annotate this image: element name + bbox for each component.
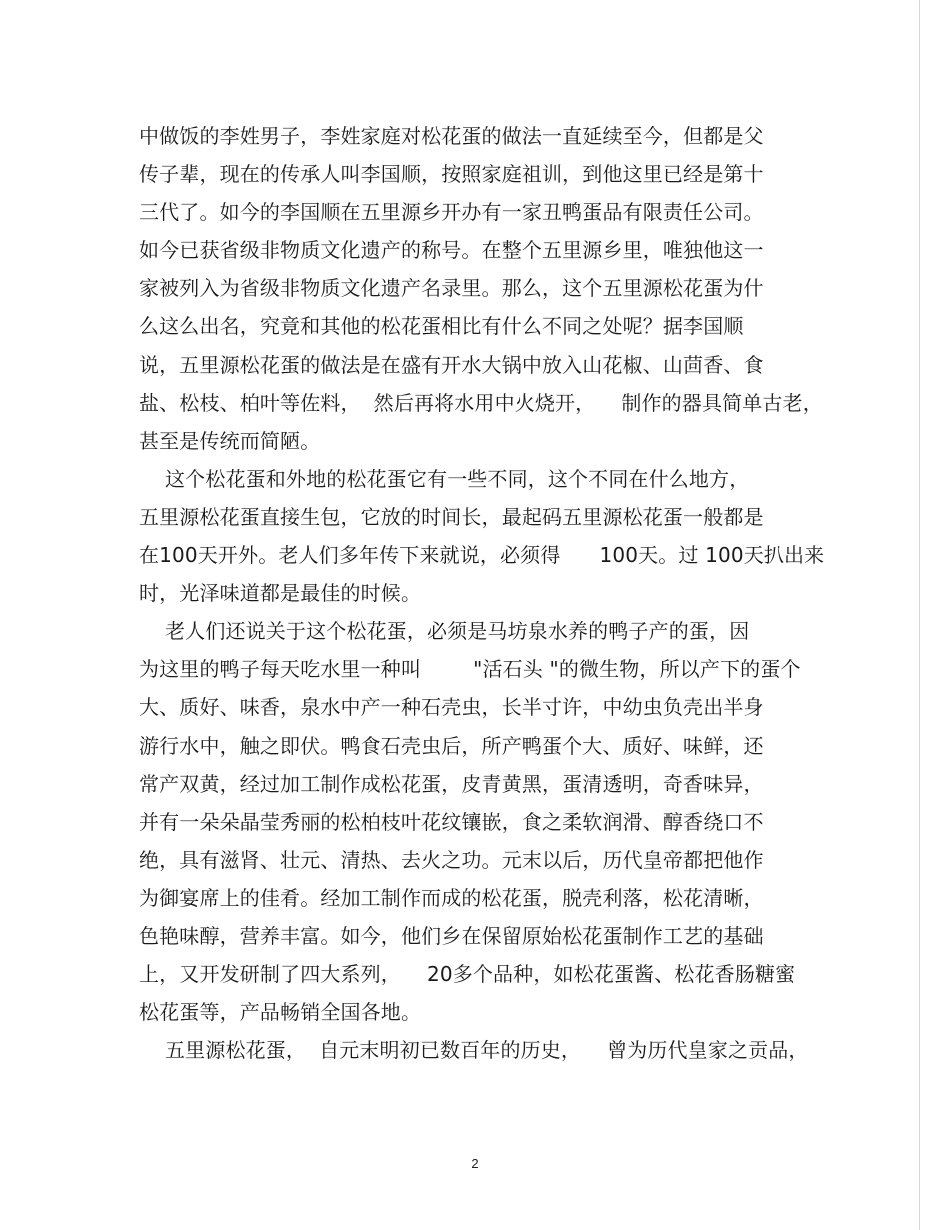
text-line: 老人们还说关于这个松花蛋，必须是马坊泉水养的鸭子产的蛋，因 [139,619,750,644]
text-line: 绝，具有滋肾、壮元、清热、去火之功。元末以后，历代皇帝都把他作 [139,847,764,872]
body-text [139,117,825,1069]
text-line: 松花蛋等，产品畅销全国各地。 [139,1000,422,1025]
text-line: 甚至是传统而简陋。 [139,428,321,453]
text-line: 在100天开外。老人们多年传下来就说，必须得 100天。过 100天扒出来 [139,543,825,568]
text-line: 盐、松枝、柏叶等佐料， 然后再将水用中火烧开， 制作的器具简单古老， [139,390,823,415]
text-line: 时，光泽味道都是最佳的时候。 [139,581,422,606]
text-line: 游行水中，触之即伏。鸭食石壳虫后，所产鸭蛋个大、质好、味鲜，还 [139,733,764,758]
text-line: 传子辈，现在的传承人叫李国顺，按照家庭祖训，到他这里已经是第十 [139,162,764,187]
text-line: 五里源松花蛋， 自元末明初已数百年的历史， 曾为历代皇家之贡品， [139,1038,809,1063]
text-line: 上，又开发研制了四大系列， 20多个品种，如松花蛋酱、松花香肠糖蜜 [139,962,796,987]
text-line: 说，五里源松花蛋的做法是在盛有开水大锅中放入山花椒、山茴香、食 [139,352,764,377]
text-line: 家被列入为省级非物质文化遗产名录里。那么，这个五里源松花蛋为什 [139,276,764,301]
page-edge-divider [919,0,920,1230]
text-line: 并有一朵朵晶莹秀丽的松柏枝叶花纹镶嵌，食之柔软润滑、醇香绕口不 [139,809,764,834]
text-line: 如今已获省级非物质文化遗产的称号。在整个五里源乡里，唯独他这一 [139,238,764,263]
text-line: 大、质好、味香，泉水中产一种石壳虫，长半寸许，中幼虫负壳出半身 [139,695,764,720]
text-line: 这个松花蛋和外地的松花蛋它有一些不同，这个不同在什么地方， [139,466,750,491]
text-line: 为御宴席上的佳肴。经加工制作而成的松花蛋，脱壳利落，松花清晰， [139,885,764,910]
text-line: 三代了。如今的李国顺在五里源乡开办有一家丑鸭蛋品有限责任公司。 [139,200,764,225]
text-line: 色艳味醇，营养丰富。如今，他们乡在保留原始松花蛋制作工艺的基础 [139,923,764,948]
text-line: 中做饭的李姓男子，李姓家庭对松花蛋的做法一直延续至今，但都是父 [139,124,764,148]
text-line: 么这么出名，究竟和其他的松花蛋相比有什么不同之处呢？据李国顺 [139,314,744,339]
page-number: 2 [471,1156,479,1171]
text-line: 五里源松花蛋直接生包，它放的时间长，最起码五里源松花蛋一般都是 [139,504,764,529]
text-line: 常产双黄，经过加工制作成松花蛋，皮青黄黑，蛋清透明，奇香味异， [139,771,764,796]
text-line: 为这里的鸭子每天吃水里一种叫 "活石头 "的微生物，所以产下的蛋个 [139,657,801,682]
